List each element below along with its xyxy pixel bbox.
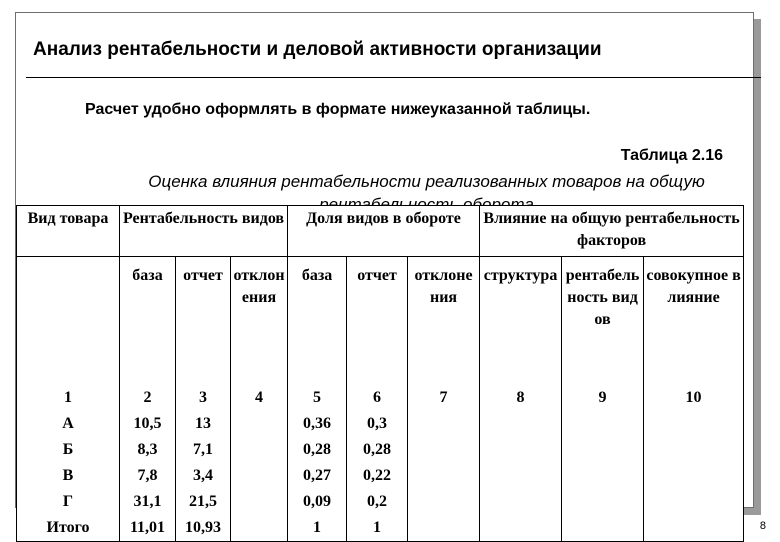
cell-prof-base: 31,1 bbox=[120, 489, 176, 515]
cell-prof-dev bbox=[231, 463, 288, 489]
cell-total bbox=[644, 489, 744, 515]
column-number: 5 bbox=[288, 385, 347, 411]
title-divider bbox=[26, 77, 761, 78]
column-number: 8 bbox=[480, 385, 562, 411]
cell-prof-report: 3,4 bbox=[176, 463, 231, 489]
table-row bbox=[17, 437, 744, 463]
cell-share-dev bbox=[408, 515, 480, 542]
table-row bbox=[17, 489, 744, 515]
cell-prof-report: 7,1 bbox=[176, 437, 231, 463]
cell-share-base: 0,09 bbox=[288, 489, 347, 515]
subheader-prof-report: отчет bbox=[176, 257, 231, 386]
column-number: 7 bbox=[408, 385, 480, 411]
header-share: Доля видов в обороте bbox=[288, 206, 480, 257]
subheader-prof-dev: отклонения bbox=[231, 257, 288, 386]
subheader-share-base: база bbox=[288, 257, 347, 386]
table-caption: Оценка влияния рентабельности реализованных товаров на общую bbox=[148, 172, 705, 191]
subheader-empty bbox=[17, 257, 120, 386]
subheader-total-influence: совокупное влияние bbox=[644, 257, 744, 386]
cell-share-report: 0,2 bbox=[347, 489, 408, 515]
cell-kind: Г bbox=[17, 489, 120, 515]
cell-share-base: 0,27 bbox=[288, 463, 347, 489]
cell-prof-dev bbox=[231, 411, 288, 437]
cell-prof-dev bbox=[231, 489, 288, 515]
cell-share-report: 0,22 bbox=[347, 463, 408, 489]
profitability-table bbox=[16, 205, 744, 542]
cell-share-dev bbox=[408, 463, 480, 489]
cell-share-report: 0,28 bbox=[347, 437, 408, 463]
cell-prof-kinds bbox=[562, 411, 644, 437]
cell-share-dev bbox=[408, 489, 480, 515]
cell-structure bbox=[480, 515, 562, 542]
column-number: 3 bbox=[176, 385, 231, 411]
cell-prof-base: 8,3 bbox=[120, 437, 176, 463]
cell-kind: Итого bbox=[17, 515, 120, 542]
subheader-prof-kinds: рентабельность видов bbox=[562, 257, 644, 386]
cell-prof-kinds bbox=[562, 437, 644, 463]
table-header-row bbox=[17, 206, 744, 257]
cell-structure bbox=[480, 489, 562, 515]
cell-share-report: 0,3 bbox=[347, 411, 408, 437]
cell-prof-dev bbox=[231, 515, 288, 542]
cell-prof-kinds bbox=[562, 515, 644, 542]
cell-share-report: 1 bbox=[347, 515, 408, 542]
header-influence: Влияние на общую рентабельность факторов bbox=[480, 206, 744, 257]
column-number: 4 bbox=[231, 385, 288, 411]
cell-structure bbox=[480, 463, 562, 489]
cell-prof-base: 7,8 bbox=[120, 463, 176, 489]
page-number: 8 bbox=[759, 520, 766, 532]
cell-prof-base: 10,5 bbox=[120, 411, 176, 437]
intro-text: Расчет удобно оформлять в формате нижеуказанной таблицы. bbox=[85, 101, 591, 118]
cell-prof-base: 11,01 bbox=[120, 515, 176, 542]
cell-kind: А bbox=[17, 411, 120, 437]
header-kind: Вид товара bbox=[17, 206, 120, 257]
cell-prof-kinds bbox=[562, 489, 644, 515]
table-row bbox=[17, 411, 744, 437]
cell-total bbox=[644, 515, 744, 542]
table-row bbox=[17, 463, 744, 489]
cell-prof-report: 21,5 bbox=[176, 489, 231, 515]
column-number: 6 bbox=[347, 385, 408, 411]
cell-share-base: 0,28 bbox=[288, 437, 347, 463]
subheader-prof-base: база bbox=[120, 257, 176, 386]
cell-total bbox=[644, 437, 744, 463]
column-number-row bbox=[17, 385, 744, 411]
table-subheader-row bbox=[17, 257, 744, 386]
cell-share-base: 0,36 bbox=[288, 411, 347, 437]
cell-share-dev bbox=[408, 411, 480, 437]
column-number: 1 bbox=[17, 385, 120, 411]
column-number: 10 bbox=[644, 385, 744, 411]
cell-prof-dev bbox=[231, 437, 288, 463]
cell-prof-report: 10,93 bbox=[176, 515, 231, 542]
subheader-share-report: отчет bbox=[347, 257, 408, 386]
cell-share-base: 1 bbox=[288, 515, 347, 542]
subheader-share-dev: отклонения bbox=[408, 257, 480, 386]
cell-kind: В bbox=[17, 463, 120, 489]
column-number: 2 bbox=[120, 385, 176, 411]
cell-total bbox=[644, 463, 744, 489]
table-row-total bbox=[17, 515, 744, 542]
cell-structure bbox=[480, 437, 562, 463]
header-profitability: Рентабельность видов bbox=[120, 206, 288, 257]
cell-prof-kinds bbox=[562, 463, 644, 489]
cell-prof-report: 13 bbox=[176, 411, 231, 437]
cell-share-dev bbox=[408, 437, 480, 463]
table-number: Таблица 2.16 bbox=[620, 147, 723, 164]
column-number: 9 bbox=[562, 385, 644, 411]
cell-kind: Б bbox=[17, 437, 120, 463]
cell-total bbox=[644, 411, 744, 437]
subheader-structure: структура bbox=[480, 257, 562, 386]
cell-structure bbox=[480, 411, 562, 437]
slide-title: Анализ рентабельности и деловой активности организации bbox=[33, 39, 602, 60]
